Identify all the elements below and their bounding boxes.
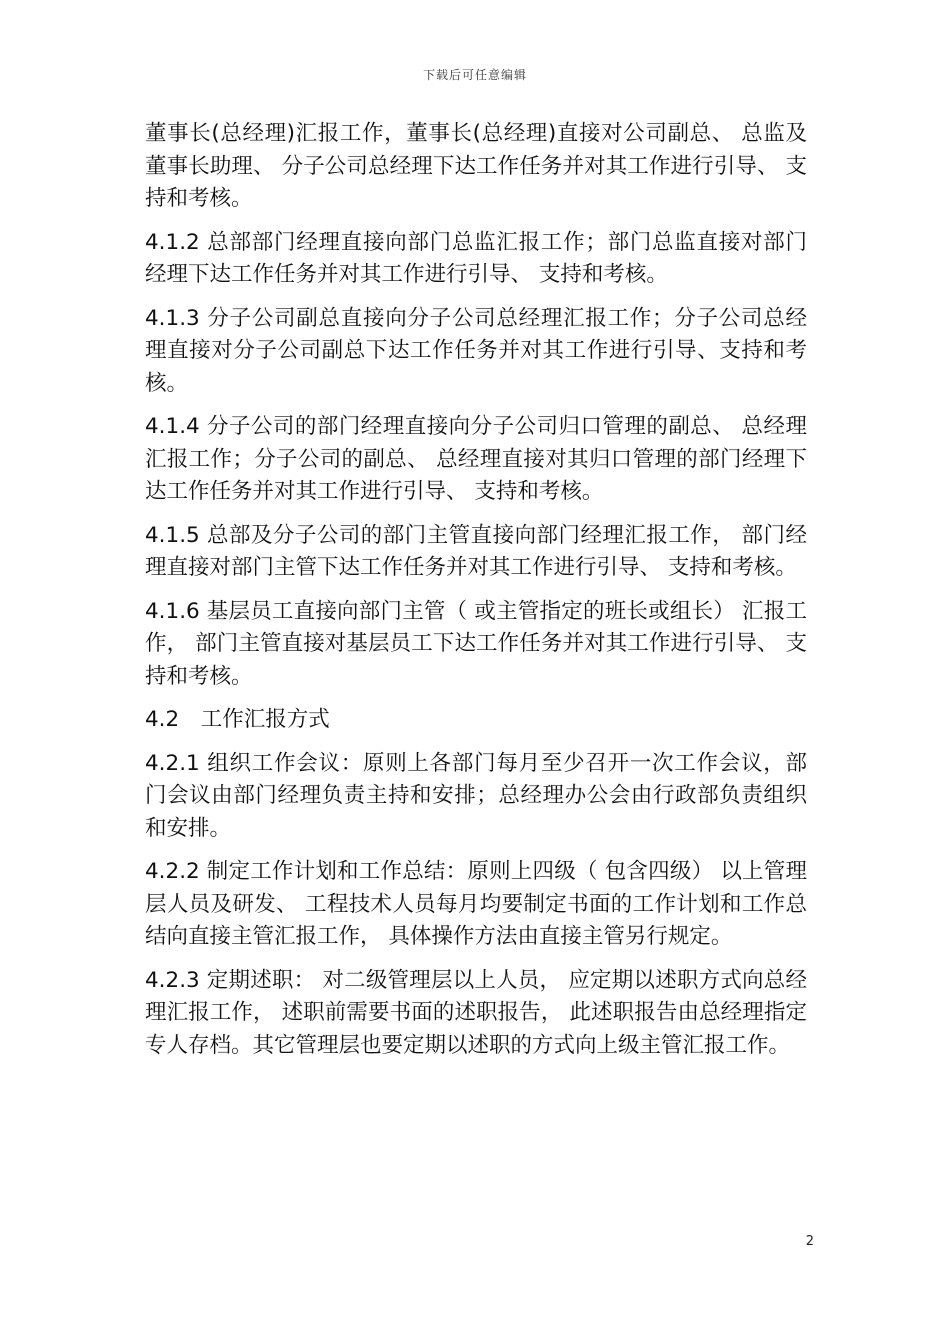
paragraph-4-1-5: 4.1.5 总部及分子公司的部门主管直接向部门经理汇报工作， 部门经理直接对部门主管下达工作任务并对其工作进行引导、 支持和考核。 <box>145 522 807 580</box>
page-header: 下载后可任意编辑 <box>422 68 527 82</box>
paragraph-4-1-6: 4.1.6 基层员工直接向部门主管（ 或主管指定的班长或组长） 汇报工作， 部门主管直接对基层员工下达工作任务并对其工作进行引导、 支持和考核。 <box>145 598 807 689</box>
paragraph-4-2-3: 4.2.3 定期述职： 对二级管理层以上人员， 应定期以述职方式向总经理汇报工作， 述职前需要书面的述职报告， 此述职报告由总经理指定专人存档。其它管理层也要定期以述职的方式向上级主管汇报工作。 <box>145 967 807 1058</box>
paragraph-4-1-2: 4.1.2 总部部门经理直接向部门总监汇报工作；部门总监直接对部门经理下达工作任务并对其工作进行引导、 支持和考核。 <box>145 229 807 287</box>
page-number: 2 <box>805 1234 814 1249</box>
section-heading-4-2: 4.2 工作汇报方式 <box>145 707 330 732</box>
paragraph-4-1-3: 4.1.3 分子公司副总直接向分子公司总经理汇报工作；分子公司总经理直接对分子公司副总下达工作任务并对其工作进行引导、支持和考核。 <box>145 305 807 396</box>
document-body <box>145 118 807 1073</box>
paragraph-4-2-2: 4.2.2 制定工作计划和工作总结：原则上四级（ 包含四级） 以上管理层人员及研发、 工程技术人员每月均要制定书面的工作计划和工作总结向直接主管汇报工作， 具体操作方法由直接主管另行规定。 <box>145 859 807 949</box>
paragraph-4-1-4: 4.1.4 分子公司的部门经理直接向分子公司归口管理的副总、 总经理汇报工作；分子公司的副总、 总经理直接对其归口管理的部门经理下达工作任务并对其工作进行引导、 支持和考核。 <box>145 414 807 504</box>
paragraph-4-2-1: 4.2.1 组织工作会议：原则上各部门每月至少召开一次工作会议，部门会议由部门经理负责主持和安排；总经理办公会由行政部负责组织和安排。 <box>145 750 807 841</box>
paragraph-intro: 董事长(总经理)汇报工作，董事长(总经理)直接对公司副总、 总监及董事长助理、 分子公司总经理下达工作任务并对其工作进行引导、 支持和考核。 <box>145 121 807 211</box>
